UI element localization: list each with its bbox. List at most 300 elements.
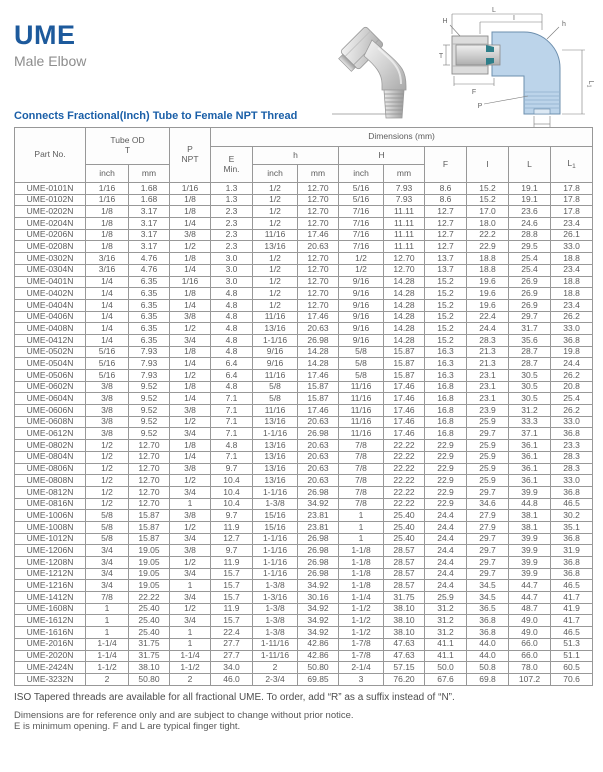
cell-cap-h-inch: 3 bbox=[339, 673, 384, 685]
cell-h-mm: 15.87 bbox=[298, 393, 339, 405]
cell-l: 28.7 bbox=[509, 358, 551, 370]
cell-tube-od-mm: 6.35 bbox=[129, 299, 170, 311]
cell-p-npt: 1/2 bbox=[170, 416, 211, 428]
cell-l1: 46.5 bbox=[551, 627, 593, 639]
e-min-line2: Min. bbox=[223, 163, 240, 174]
cell-tube-od-mm: 12.70 bbox=[129, 463, 170, 475]
cell-l1: 28.3 bbox=[551, 463, 593, 475]
cell-e-min: 10.4 bbox=[211, 486, 253, 498]
col-header-cap-h-mm: mm bbox=[384, 165, 425, 183]
cell-part-no: UME-0202N bbox=[15, 206, 86, 218]
cell-h-mm: 12.70 bbox=[298, 299, 339, 311]
table-row bbox=[15, 218, 593, 230]
cell-f: 24.4 bbox=[425, 510, 467, 522]
cell-tube-od-inch: 1/2 bbox=[86, 486, 129, 498]
cell-p-npt: 1/2 bbox=[170, 323, 211, 335]
cell-h-mm: 23.81 bbox=[298, 510, 339, 522]
cell-cap-h-mm: 7.93 bbox=[384, 194, 425, 206]
cell-part-no: UME-2016N bbox=[15, 638, 86, 650]
cell-l: 39.9 bbox=[509, 557, 551, 569]
cell-h-mm: 26.98 bbox=[298, 334, 339, 346]
cell-part-no: UME-0612N bbox=[15, 428, 86, 440]
cell-h-mm: 20.63 bbox=[298, 440, 339, 452]
col-header-cap-h-inch: inch bbox=[339, 165, 384, 183]
cell-f: 16.8 bbox=[425, 405, 467, 417]
cell-tube-od-mm: 9.52 bbox=[129, 381, 170, 393]
cell-f: 15.2 bbox=[425, 276, 467, 288]
cell-e-min: 46.0 bbox=[211, 673, 253, 685]
cell-l: 35.6 bbox=[509, 334, 551, 346]
cell-tube-od-mm: 19.05 bbox=[129, 557, 170, 569]
cell-tube-od-mm: 15.87 bbox=[129, 510, 170, 522]
cell-tube-od-mm: 25.40 bbox=[129, 627, 170, 639]
cell-h-inch: 5/8 bbox=[253, 381, 298, 393]
cell-i: 25.9 bbox=[467, 463, 509, 475]
cell-l1: 33.0 bbox=[551, 323, 593, 335]
cell-tube-od-mm: 25.40 bbox=[129, 603, 170, 615]
cell-tube-od-mm: 9.52 bbox=[129, 393, 170, 405]
cell-cap-h-mm: 76.20 bbox=[384, 673, 425, 685]
cell-l1: 28.3 bbox=[551, 451, 593, 463]
cell-cap-h-inch: 7/8 bbox=[339, 475, 384, 487]
cell-part-no: UME-0802N bbox=[15, 440, 86, 452]
cell-i: 34.5 bbox=[467, 592, 509, 604]
cell-l1: 70.6 bbox=[551, 673, 593, 685]
cell-f: 15.2 bbox=[425, 334, 467, 346]
cell-p-npt: 2 bbox=[170, 673, 211, 685]
cell-p-npt: 3/8 bbox=[170, 405, 211, 417]
cell-p-npt: 1/4 bbox=[170, 264, 211, 276]
cell-f: 15.2 bbox=[425, 288, 467, 300]
cell-cap-h-inch: 5/8 bbox=[339, 358, 384, 370]
cell-cap-h-inch: 1 bbox=[339, 521, 384, 533]
cell-tube-od-inch: 1/4 bbox=[86, 334, 129, 346]
cell-f: 13.7 bbox=[425, 264, 467, 276]
cell-f: 15.2 bbox=[425, 323, 467, 335]
cell-h-inch: 15/16 bbox=[253, 510, 298, 522]
col-header-tube-od bbox=[86, 128, 170, 165]
cell-l: 31.2 bbox=[509, 405, 551, 417]
col-header-h-mm: mm bbox=[298, 165, 339, 183]
cell-i: 22.2 bbox=[467, 229, 509, 241]
cell-part-no: UME-1006N bbox=[15, 510, 86, 522]
cell-l1: 46.5 bbox=[551, 498, 593, 510]
col-header-e-min bbox=[211, 147, 253, 183]
cell-p-npt: 1/4 bbox=[170, 218, 211, 230]
cell-l1: 20.8 bbox=[551, 381, 593, 393]
cell-tube-od-mm: 19.05 bbox=[129, 568, 170, 580]
table-row bbox=[15, 592, 593, 604]
cell-f: 8.6 bbox=[425, 194, 467, 206]
cell-l: 37.1 bbox=[509, 428, 551, 440]
cell-l1: 18.8 bbox=[551, 288, 593, 300]
cell-e-min: 15.7 bbox=[211, 568, 253, 580]
cell-part-no: UME-0204N bbox=[15, 218, 86, 230]
table-row bbox=[15, 557, 593, 569]
cell-l: 30.5 bbox=[509, 393, 551, 405]
cell-tube-od-inch: 3/8 bbox=[86, 428, 129, 440]
cell-p-npt: 1 bbox=[170, 498, 211, 510]
cell-f: 24.4 bbox=[425, 545, 467, 557]
cell-cap-h-inch: 1-7/8 bbox=[339, 650, 384, 662]
diagram-label-P: P bbox=[477, 103, 483, 110]
cell-tube-od-inch: 5/16 bbox=[86, 358, 129, 370]
cell-part-no: UME-0502N bbox=[15, 346, 86, 358]
spec-table bbox=[14, 127, 593, 686]
cell-tube-od-inch: 5/8 bbox=[86, 510, 129, 522]
cell-l: 19.1 bbox=[509, 194, 551, 206]
cell-p-npt: 1/2 bbox=[170, 241, 211, 253]
cell-h-inch: 1-3/8 bbox=[253, 627, 298, 639]
cell-h-inch: 11/16 bbox=[253, 229, 298, 241]
cell-cap-h-inch: 9/16 bbox=[339, 323, 384, 335]
cell-tube-od-mm: 9.52 bbox=[129, 416, 170, 428]
cell-h-inch: 1/2 bbox=[253, 264, 298, 276]
cell-cap-h-mm: 7.93 bbox=[384, 183, 425, 195]
cell-l1: 36.8 bbox=[551, 334, 593, 346]
cell-tube-od-mm: 19.05 bbox=[129, 545, 170, 557]
cell-cap-h-mm: 15.87 bbox=[384, 370, 425, 382]
cell-l1: 41.7 bbox=[551, 592, 593, 604]
cell-f: 12.7 bbox=[425, 206, 467, 218]
cell-h-mm: 12.70 bbox=[298, 264, 339, 276]
cell-tube-od-inch: 3/4 bbox=[86, 568, 129, 580]
p-npt-line1: P bbox=[187, 144, 193, 155]
cell-cap-h-inch: 7/8 bbox=[339, 463, 384, 475]
cell-l1: 25.4 bbox=[551, 393, 593, 405]
cell-tube-od-inch: 1/16 bbox=[86, 183, 129, 195]
photo-threads bbox=[332, 90, 404, 118]
cell-cap-h-inch: 7/16 bbox=[339, 206, 384, 218]
col-header-tube-inch: inch bbox=[86, 165, 129, 183]
cell-f: 13.7 bbox=[425, 253, 467, 265]
cell-cap-h-inch: 9/16 bbox=[339, 311, 384, 323]
cell-e-min: 9.7 bbox=[211, 545, 253, 557]
cell-p-npt: 1/8 bbox=[170, 206, 211, 218]
cell-h-mm: 12.70 bbox=[298, 276, 339, 288]
cell-h-inch: 13/16 bbox=[253, 241, 298, 253]
cell-tube-od-mm: 1.68 bbox=[129, 194, 170, 206]
cell-l1: 18.8 bbox=[551, 253, 593, 265]
cell-tube-od-mm: 31.75 bbox=[129, 638, 170, 650]
cell-tube-od-mm: 22.22 bbox=[129, 592, 170, 604]
cell-e-min: 27.7 bbox=[211, 650, 253, 662]
cell-f: 16.8 bbox=[425, 381, 467, 393]
cell-tube-od-mm: 19.05 bbox=[129, 580, 170, 592]
cell-part-no: UME-0604N bbox=[15, 393, 86, 405]
cell-p-npt: 1/16 bbox=[170, 183, 211, 195]
cell-i: 29.7 bbox=[467, 428, 509, 440]
cell-cap-h-mm: 28.57 bbox=[384, 557, 425, 569]
cell-tube-od-inch: 3/8 bbox=[86, 416, 129, 428]
cell-cap-h-mm: 11.11 bbox=[384, 206, 425, 218]
tube-od-symbol: T bbox=[124, 145, 131, 155]
table-row bbox=[15, 486, 593, 498]
cell-i: 69.8 bbox=[467, 673, 509, 685]
e-min-line1: E bbox=[228, 153, 235, 164]
table-row bbox=[15, 533, 593, 545]
cell-e-min: 4.8 bbox=[211, 299, 253, 311]
cell-h-mm: 20.63 bbox=[298, 463, 339, 475]
cell-tube-od-inch: 1/4 bbox=[86, 276, 129, 288]
cell-cap-h-mm: 15.87 bbox=[384, 358, 425, 370]
cell-cap-h-mm: 12.70 bbox=[384, 253, 425, 265]
cell-part-no: UME-1206N bbox=[15, 545, 86, 557]
cell-cap-h-inch: 11/16 bbox=[339, 405, 384, 417]
cell-h-inch: 1-11/16 bbox=[253, 638, 298, 650]
cell-h-mm: 20.63 bbox=[298, 241, 339, 253]
cell-cap-h-mm: 28.57 bbox=[384, 568, 425, 580]
note-iso-threads: ISO Tapered threads are available for all fractional UME. To order, add “R” as a suffix instead of “N”. bbox=[14, 692, 455, 703]
cell-p-npt: 3/4 bbox=[170, 615, 211, 627]
cell-f: 31.2 bbox=[425, 603, 467, 615]
cell-tube-od-inch: 3/8 bbox=[86, 405, 129, 417]
cell-cap-h-mm: 22.22 bbox=[384, 440, 425, 452]
cell-p-npt: 3/4 bbox=[170, 568, 211, 580]
cell-f: 22.9 bbox=[425, 451, 467, 463]
cell-p-npt: 3/8 bbox=[170, 463, 211, 475]
cell-h-inch: 11/16 bbox=[253, 405, 298, 417]
cell-tube-od-inch: 1/2 bbox=[86, 463, 129, 475]
cell-h-mm: 12.70 bbox=[298, 206, 339, 218]
cell-part-no: UME-0401N bbox=[15, 276, 86, 288]
cell-cap-h-mm: 12.70 bbox=[384, 264, 425, 276]
cell-l1: 36.8 bbox=[551, 557, 593, 569]
cell-i: 24.4 bbox=[467, 323, 509, 335]
cell-l: 36.1 bbox=[509, 475, 551, 487]
cell-h-inch: 1-1/16 bbox=[253, 334, 298, 346]
cell-f: 22.9 bbox=[425, 475, 467, 487]
cell-cap-h-inch: 7/16 bbox=[339, 218, 384, 230]
cell-l: 31.7 bbox=[509, 323, 551, 335]
cell-p-npt: 1 bbox=[170, 638, 211, 650]
cell-l1: 33.0 bbox=[551, 241, 593, 253]
table-row bbox=[15, 370, 593, 382]
cell-f: 25.9 bbox=[425, 592, 467, 604]
cell-i: 27.9 bbox=[467, 510, 509, 522]
cell-i: 19.6 bbox=[467, 276, 509, 288]
cell-l: 49.0 bbox=[509, 615, 551, 627]
cell-h-mm: 17.46 bbox=[298, 370, 339, 382]
cell-tube-od-mm: 7.93 bbox=[129, 346, 170, 358]
cell-cap-h-mm: 17.46 bbox=[384, 381, 425, 393]
cell-l1: 36.8 bbox=[551, 533, 593, 545]
cell-part-no: UME-1012N bbox=[15, 533, 86, 545]
cell-part-no: UME-0101N bbox=[15, 183, 86, 195]
cell-l1: 17.8 bbox=[551, 183, 593, 195]
cell-tube-od-mm: 12.70 bbox=[129, 440, 170, 452]
cell-i: 29.7 bbox=[467, 486, 509, 498]
cell-cap-h-mm: 25.40 bbox=[384, 510, 425, 522]
cell-cap-h-mm: 14.28 bbox=[384, 334, 425, 346]
cell-l1: 23.4 bbox=[551, 264, 593, 276]
cell-cap-h-mm: 47.63 bbox=[384, 650, 425, 662]
cell-f: 12.7 bbox=[425, 218, 467, 230]
cell-l: 26.9 bbox=[509, 288, 551, 300]
cell-f: 12.7 bbox=[425, 241, 467, 253]
cell-i: 21.3 bbox=[467, 346, 509, 358]
cell-part-no: UME-0208N bbox=[15, 241, 86, 253]
cell-tube-od-mm: 9.52 bbox=[129, 405, 170, 417]
cell-l1: 31.9 bbox=[551, 545, 593, 557]
cell-h-inch: 9/16 bbox=[253, 346, 298, 358]
cell-part-no: UME-2424N bbox=[15, 662, 86, 674]
cell-p-npt: 1/8 bbox=[170, 381, 211, 393]
col-header-f: F bbox=[425, 147, 467, 183]
cell-e-min: 2.3 bbox=[211, 206, 253, 218]
table-row bbox=[15, 580, 593, 592]
cell-h-inch: 1-1/16 bbox=[253, 428, 298, 440]
cell-l1: 30.2 bbox=[551, 510, 593, 522]
cell-f: 50.0 bbox=[425, 662, 467, 674]
cell-e-min: 27.7 bbox=[211, 638, 253, 650]
cell-l: 36.1 bbox=[509, 440, 551, 452]
cell-h-mm: 17.46 bbox=[298, 405, 339, 417]
table-row bbox=[15, 650, 593, 662]
cell-e-min: 4.8 bbox=[211, 334, 253, 346]
table-row bbox=[15, 183, 593, 195]
cell-i: 23.9 bbox=[467, 405, 509, 417]
diagram-label-h: h bbox=[562, 21, 566, 28]
table-row bbox=[15, 673, 593, 685]
cell-i: 27.9 bbox=[467, 521, 509, 533]
cell-f: 24.4 bbox=[425, 568, 467, 580]
cell-part-no: UME-1612N bbox=[15, 615, 86, 627]
cell-tube-od-mm: 15.87 bbox=[129, 521, 170, 533]
cell-h-mm: 12.70 bbox=[298, 218, 339, 230]
cell-part-no: UME-0402N bbox=[15, 288, 86, 300]
cell-h-mm: 12.70 bbox=[298, 183, 339, 195]
cell-f: 22.9 bbox=[425, 463, 467, 475]
cell-h-inch: 1/2 bbox=[253, 253, 298, 265]
cell-e-min: 7.1 bbox=[211, 405, 253, 417]
cell-cap-h-inch: 1-1/8 bbox=[339, 545, 384, 557]
cell-part-no: UME-1208N bbox=[15, 557, 86, 569]
cell-i: 44.0 bbox=[467, 638, 509, 650]
cell-p-npt: 1/8 bbox=[170, 194, 211, 206]
cell-l: 39.9 bbox=[509, 568, 551, 580]
cell-e-min: 2.3 bbox=[211, 229, 253, 241]
tube-od-label: Tube OD bbox=[110, 135, 145, 146]
cell-l1: 26.2 bbox=[551, 405, 593, 417]
cell-tube-od-mm: 6.35 bbox=[129, 323, 170, 335]
cell-tube-od-mm: 12.70 bbox=[129, 475, 170, 487]
cell-part-no: UME-1608N bbox=[15, 603, 86, 615]
cell-h-mm: 34.92 bbox=[298, 498, 339, 510]
cell-tube-od-mm: 3.17 bbox=[129, 229, 170, 241]
table-row bbox=[15, 264, 593, 276]
cell-p-npt: 1/8 bbox=[170, 440, 211, 452]
note-dimensions-reference: Dimensions are for reference only and are subject to change without prior notice. bbox=[14, 709, 354, 721]
note-e-minimum: E is minimum opening. F and L are typical finger tight. bbox=[14, 721, 241, 733]
cell-i: 29.7 bbox=[467, 557, 509, 569]
cell-h-mm: 15.87 bbox=[298, 381, 339, 393]
table-row bbox=[15, 405, 593, 417]
table-row bbox=[15, 568, 593, 580]
cell-cap-h-inch: 1-1/2 bbox=[339, 603, 384, 615]
cell-h-mm: 26.98 bbox=[298, 486, 339, 498]
cell-i: 29.7 bbox=[467, 545, 509, 557]
cell-i: 15.2 bbox=[467, 183, 509, 195]
cell-cap-h-inch: 1-1/4 bbox=[339, 592, 384, 604]
cell-tube-od-inch: 5/16 bbox=[86, 370, 129, 382]
cell-p-npt: 3/8 bbox=[170, 229, 211, 241]
cell-i: 18.8 bbox=[467, 264, 509, 276]
table-row bbox=[15, 393, 593, 405]
table-row bbox=[15, 463, 593, 475]
cell-i: 25.9 bbox=[467, 416, 509, 428]
cell-cap-h-mm: 57.15 bbox=[384, 662, 425, 674]
cell-i: 34.5 bbox=[467, 580, 509, 592]
cell-i: 34.6 bbox=[467, 498, 509, 510]
cell-l1: 17.8 bbox=[551, 206, 593, 218]
cell-tube-od-inch: 1/8 bbox=[86, 229, 129, 241]
cell-p-npt: 1/2 bbox=[170, 521, 211, 533]
table-row bbox=[15, 603, 593, 615]
cell-h-inch: 1-3/8 bbox=[253, 580, 298, 592]
cell-i: 18.0 bbox=[467, 218, 509, 230]
cell-l: 39.9 bbox=[509, 533, 551, 545]
cell-p-npt: 3/4 bbox=[170, 592, 211, 604]
cell-tube-od-mm: 15.87 bbox=[129, 533, 170, 545]
cell-cap-h-inch: 1 bbox=[339, 533, 384, 545]
cell-l: 39.9 bbox=[509, 545, 551, 557]
cell-part-no: UME-0808N bbox=[15, 475, 86, 487]
photo-body bbox=[364, 40, 406, 90]
cell-cap-h-inch: 9/16 bbox=[339, 276, 384, 288]
cell-f: 22.9 bbox=[425, 498, 467, 510]
cell-p-npt: 1/4 bbox=[170, 358, 211, 370]
cell-l: 28.8 bbox=[509, 229, 551, 241]
cell-cap-h-inch: 7/8 bbox=[339, 451, 384, 463]
cell-tube-od-mm: 1.68 bbox=[129, 183, 170, 195]
cell-tube-od-inch: 5/8 bbox=[86, 533, 129, 545]
cell-p-npt: 1 bbox=[170, 580, 211, 592]
cell-l: 39.9 bbox=[509, 486, 551, 498]
cell-h-mm: 12.70 bbox=[298, 253, 339, 265]
cell-h-inch: 1-1/16 bbox=[253, 557, 298, 569]
cell-i: 17.0 bbox=[467, 206, 509, 218]
table-body bbox=[15, 183, 593, 686]
cell-tube-od-mm: 38.10 bbox=[129, 662, 170, 674]
footnotes bbox=[14, 692, 589, 733]
cell-cap-h-inch: 1-7/8 bbox=[339, 638, 384, 650]
table-row bbox=[15, 358, 593, 370]
cell-l: 48.7 bbox=[509, 603, 551, 615]
col-header-part-no: Part No. bbox=[15, 128, 86, 183]
cell-l1: 36.8 bbox=[551, 486, 593, 498]
cell-e-min: 11.9 bbox=[211, 521, 253, 533]
cell-l: 29.5 bbox=[509, 241, 551, 253]
cell-cap-h-inch: 1-1/2 bbox=[339, 627, 384, 639]
cell-h-inch: 13/16 bbox=[253, 475, 298, 487]
cell-l: 66.0 bbox=[509, 638, 551, 650]
product-photo bbox=[332, 14, 438, 128]
cell-i: 25.9 bbox=[467, 475, 509, 487]
cell-h-inch: 9/16 bbox=[253, 358, 298, 370]
page-title: UME bbox=[14, 20, 76, 50]
cell-i: 19.6 bbox=[467, 299, 509, 311]
cell-l1: 26.1 bbox=[551, 229, 593, 241]
cell-h-inch: 1-3/8 bbox=[253, 603, 298, 615]
cell-l: 23.6 bbox=[509, 206, 551, 218]
cell-h-mm: 20.63 bbox=[298, 451, 339, 463]
cell-tube-od-mm: 3.17 bbox=[129, 241, 170, 253]
cell-h-inch: 1-1/16 bbox=[253, 568, 298, 580]
cell-f: 31.2 bbox=[425, 615, 467, 627]
cell-e-min: 11.9 bbox=[211, 557, 253, 569]
cell-f: 31.2 bbox=[425, 627, 467, 639]
